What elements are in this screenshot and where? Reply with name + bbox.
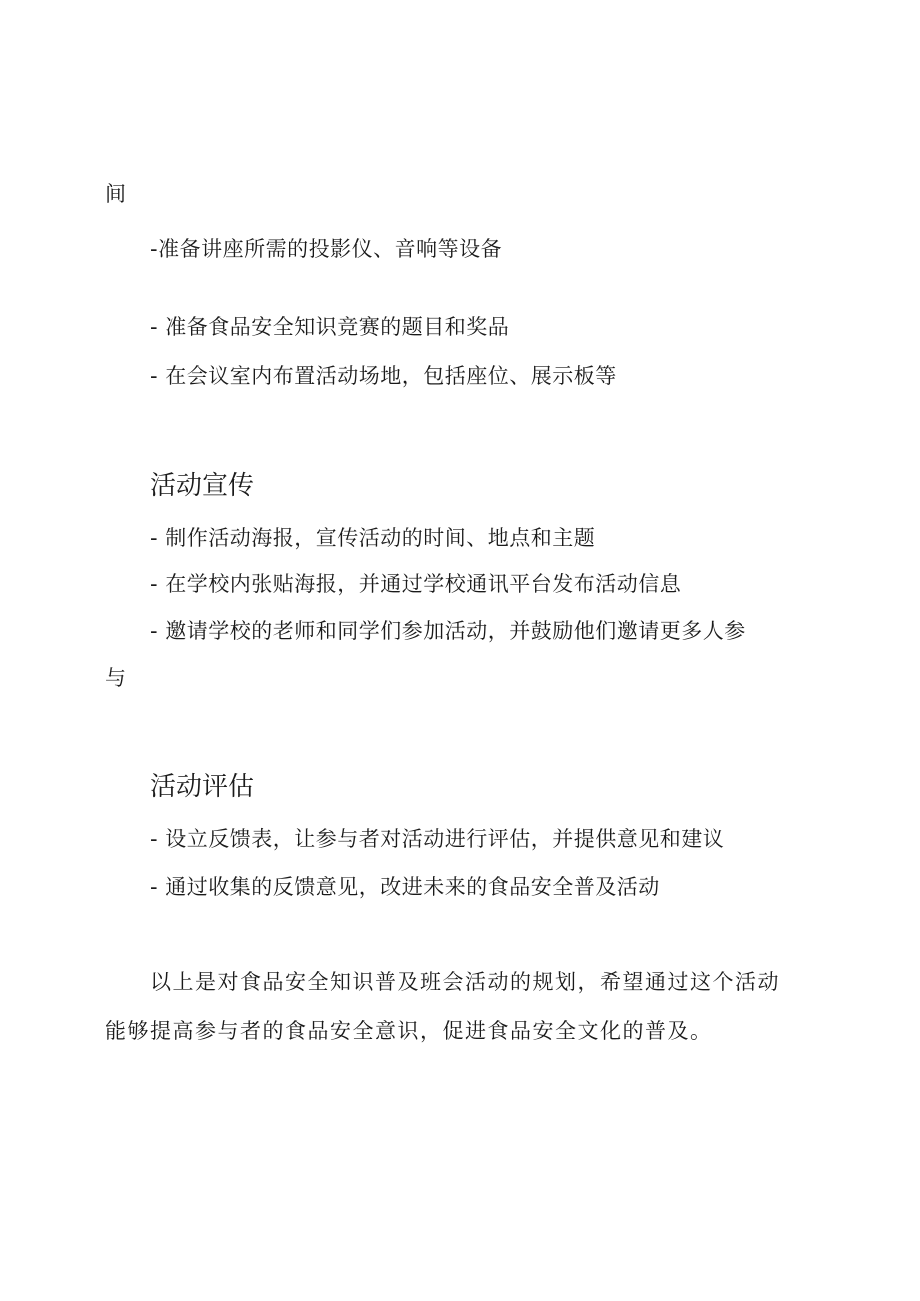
list-item-promotion-1: - 制作活动海报，宣传活动的时间、地点和主题 <box>150 526 596 550</box>
list-item-equipment-2: - 准备食品安全知识竞赛的题目和奖品 <box>150 315 510 339</box>
list-item-equipment-1: -准备讲座所需的投影仪、音响等设备 <box>150 237 503 261</box>
section-heading-promotion: 活动宣传 <box>150 471 255 501</box>
list-item-promotion-3: - 邀请学校的老师和同学们参加活动，并鼓励他们邀请更多人参 <box>150 619 746 643</box>
list-item-evaluation-2: - 通过收集的反馈意见，改进未来的食品安全普及活动 <box>150 875 660 899</box>
list-item-equipment-3: - 在会议室内布置活动场地，包括座位、展示板等 <box>150 364 617 388</box>
section-heading-evaluation: 活动评估 <box>150 772 255 802</box>
list-item-promotion-2: - 在学校内张贴海报，并通过学校通讯平台发布活动信息 <box>150 572 682 596</box>
conclusion-line-2: 能够提高参与者的食品安全意识，促进食品安全文化的普及。 <box>105 1019 713 1043</box>
continuation-text-promotion: 与 <box>105 666 127 690</box>
list-item-evaluation-1: - 设立反馈表，让参与者对活动进行评估，并提供意见和建议 <box>150 827 725 851</box>
conclusion-line-1: 以上是对食品安全知识普及班会活动的规划，希望通过这个活动 <box>150 970 780 994</box>
continuation-text-top: 间 <box>105 182 127 206</box>
